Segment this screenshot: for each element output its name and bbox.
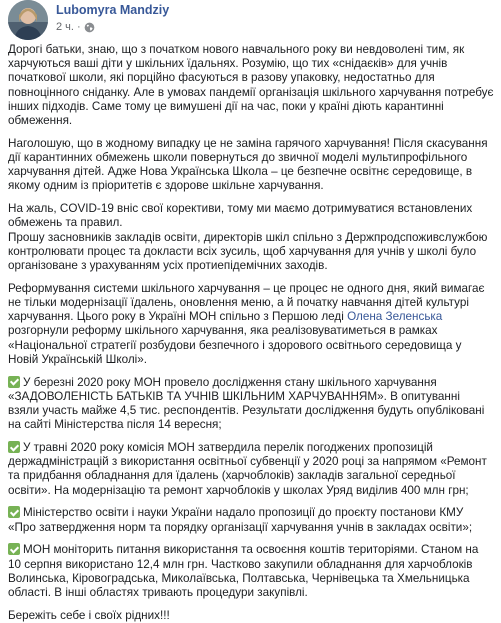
check-mark-icon bbox=[8, 376, 20, 388]
paragraph-reform bbox=[8, 282, 494, 367]
closing-line: Бережіть себе і своїх рідних!!! bbox=[8, 608, 170, 622]
post-text bbox=[8, 43, 494, 623]
check-mark-icon bbox=[8, 543, 20, 555]
globe-icon[interactable] bbox=[84, 22, 95, 33]
post-meta bbox=[56, 21, 95, 33]
bullet-text: У березні 2020 року МОН провело дослідження стану шкільного харчування «ЗАДОВОЛЕНІСТЬ БАТЬКІВ ТА УЧНІВ ШКІЛЬНИМ ХАРЧУВАННЯМ». В опитуванні взяли участь майже 4,5 тис. респондентів. Результати дослідження будуть опубліковані на сайті Міністерства після 14 вересня; bbox=[8, 375, 485, 432]
author-avatar[interactable] bbox=[8, 0, 48, 40]
check-mark-icon bbox=[8, 506, 20, 518]
bullet-item bbox=[8, 506, 494, 534]
bullet-text: Міністерство освіти і науки України надало пропозиції до проєкту постанови КМУ «Про затвердження норм та порядку організації харчування учнів в закладах освіти»; bbox=[8, 506, 473, 534]
bullet-text: МОН моніторить питання використання та освоєння коштів територіями. Станом на 10 серпня використано 12,4 млн грн. Частково закупили обладнання для харчоблоків Волинська, Кіровоградська, Миколаївська, Полтавська, Чернівецька та Хмельницька області. В інші областях тривають процедури закупівлі. bbox=[8, 543, 479, 600]
bullet-text: У травні 2020 року комісія МОН затвердила перелік погоджених пропозицій держадміністрацій з використання освітньої субвенції у 2020 році за напрямом «Ремонт та придбання обладнання для їдалень (харчоблоків) закладів загальної середньої освіти». На модернізацію та ремонт харчоблоків у школах Уряд виділив 400 млн грн; bbox=[8, 441, 487, 497]
bullet-item bbox=[8, 441, 494, 498]
reform-text-after: розгорнули реформу шкільного харчування, яка реалізовуватиметься в рамках «Національної стратегії розбудови безпечного і здорового освітнього середовища у Новій Українській Школі». bbox=[8, 324, 462, 366]
reform-text-before: Реформування системи шкільного харчування – це процес не одного дня, який вимагає не тільки модернізації їдалень, оновлення меню, а й початку навчання дітей культурі харчування. Цього року в Україні МОН спільно з Першою леді bbox=[8, 281, 485, 324]
olena-zelenska-link[interactable]: Олена Зеленська bbox=[347, 310, 443, 324]
post-header bbox=[8, 0, 494, 41]
bullet-item bbox=[8, 376, 494, 433]
paragraph-intro: Дорогі батьки, знаю, що з початком нового навчального року ви невдоволені тим, як харчуються ваші діти у шкільних їдальнях. Розумію, що тих «снідаєків» для учнів початкової школи, які порційно фасуються в разову упаковку, недостатньо для повноцінного сніданку. Але в умовах пандемії організація шкільного харчування потребує інших підходів. Саме тому це вимушені дії на час, поки у країні діють карантинні обмеження. bbox=[8, 43, 494, 128]
check-mark-icon bbox=[8, 441, 20, 453]
author-name[interactable]: Lubomyra Mandziy bbox=[56, 3, 170, 17]
paragraph-covid: На жаль, COVID-19 вніс свої корективи, тому ми маємо дотримуватися встановлених обмежень та правил. Прошу засновників закладів освіти, директорів шкіл спільно з Держпродспоживслужбою контролювати процес та докласти всіх зусиль, щоб харчування для учнів у школі було організоване з урахуванням усіх протиепідемічних заходів. bbox=[8, 202, 488, 273]
meta-separator: · bbox=[76, 21, 81, 33]
post-timestamp[interactable]: 2 ч. bbox=[56, 21, 74, 33]
paragraph-hot-meals: Наголошую, що в жодному випадку це не заміна гарячого харчування! Після скасування дії карантинних обмежень школи повернуться до звичної моделі мультипрофільного харчування дітей. Адже Нова Українська Школа – це безпечне освітнє середовище, в якому одним із пріоритетів є здорове шкільне харчування. bbox=[8, 136, 488, 193]
bullet-item bbox=[8, 543, 494, 600]
